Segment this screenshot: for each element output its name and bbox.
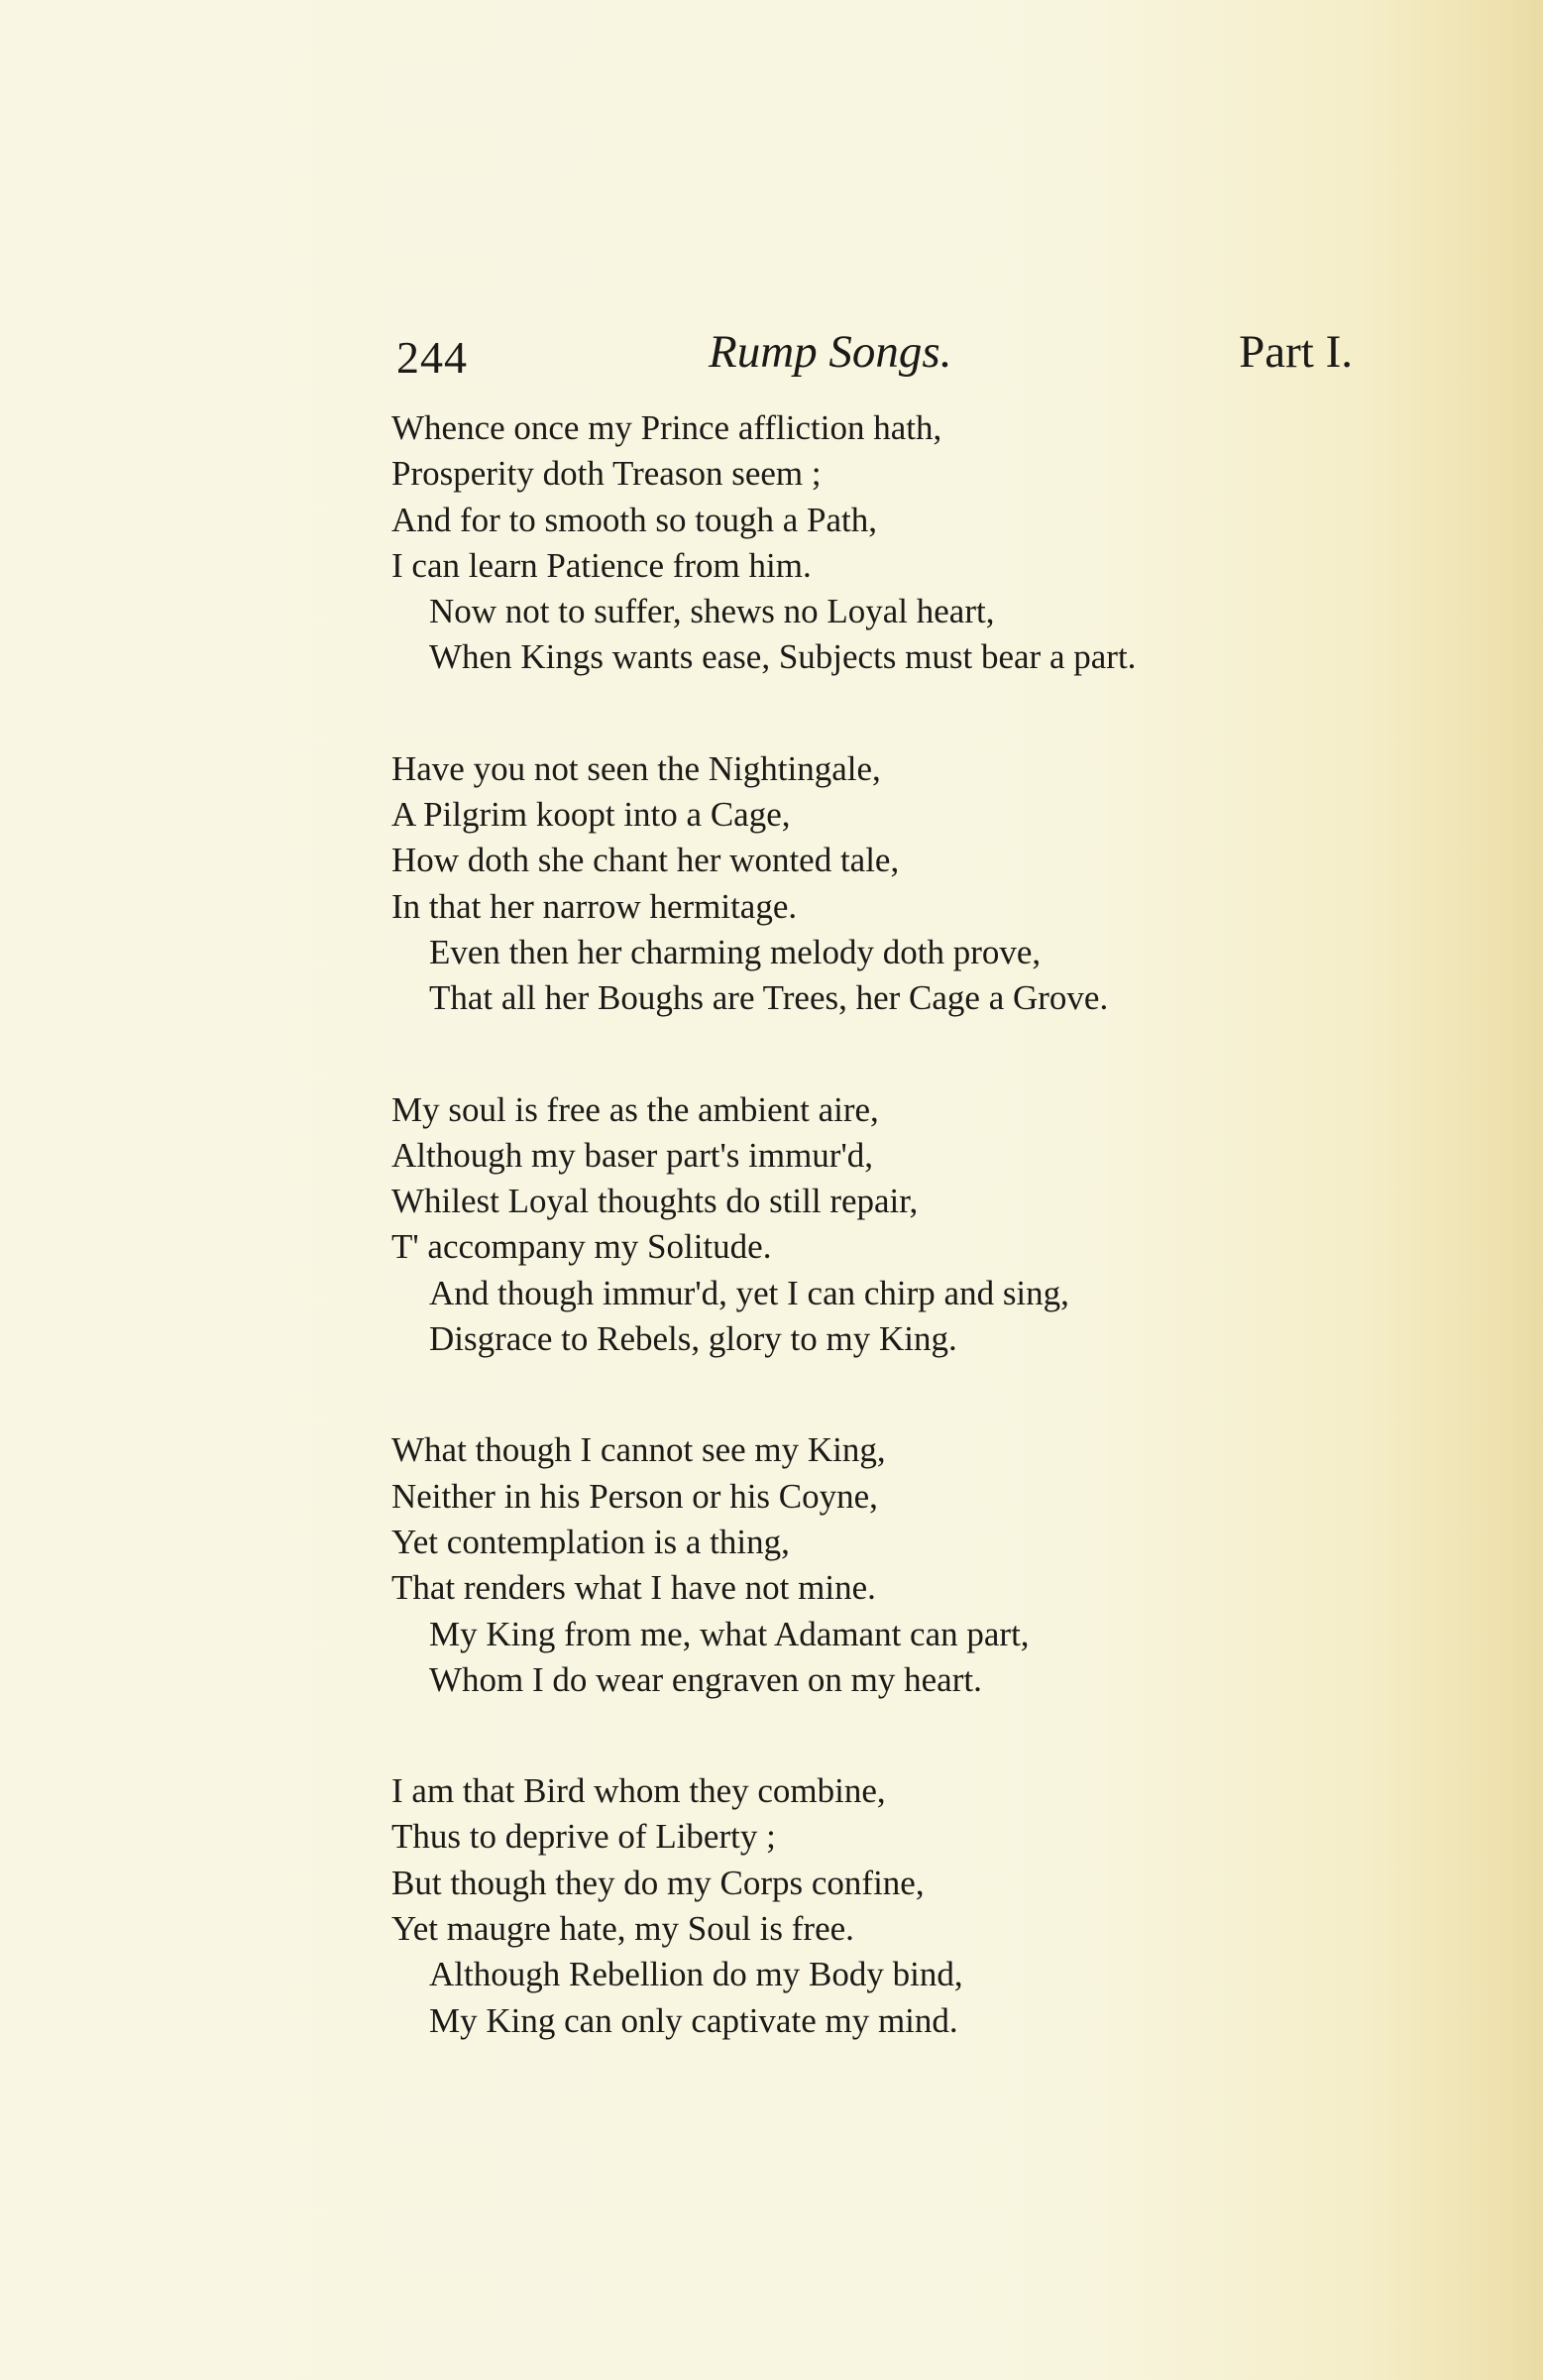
verse-line: Yet maugre hate, my Soul is free. <box>391 1909 854 1949</box>
verse-line: And though immur'd, yet I can chirp and sing, <box>429 1273 1069 1312</box>
verse-line: Even then her charming melody doth prove, <box>429 932 1042 971</box>
verse-line: Neither in his Person or his Coyne, <box>391 1476 878 1516</box>
verse-line: My King can only captivate my mind. <box>429 2000 958 2040</box>
stanza-4 <box>391 1427 1343 1703</box>
verse-line: What though I cannot see my King, <box>391 1430 886 1470</box>
verse-line: My soul is free as the ambient aire, <box>391 1089 879 1129</box>
verse-line: When Kings wants ease, Subjects must bear a part. <box>429 637 1137 677</box>
verse-line: How doth she chant her wonted tale, <box>391 841 900 880</box>
verse-line: I am that Bird whom they combine, <box>391 1771 886 1811</box>
verse-line: My King from me, what Adamant can part, <box>429 1614 1030 1653</box>
verse-line: That all her Boughs are Trees, her Cage a Grove. <box>429 978 1109 1018</box>
verse-line: In that her narrow hermitage. <box>391 886 798 926</box>
part-label: Part I. <box>1239 326 1353 378</box>
poem-body <box>391 405 1343 2109</box>
page-number: 244 <box>396 332 468 383</box>
verse-line: Now not to suffer, shews no Loyal heart, <box>429 592 995 631</box>
verse-line: A Pilgrim koopt into a Cage, <box>391 795 791 835</box>
verse-line: But though they do my Corps confine, <box>391 1863 925 1902</box>
verse-line: I can learn Patience from him. <box>391 545 812 585</box>
stanza-5 <box>391 1768 1343 2044</box>
verse-line: And for to smooth so tough a Path, <box>391 500 877 539</box>
stanza-3 <box>391 1087 1343 1363</box>
verse-line: T' accompany my Solitude. <box>391 1227 772 1267</box>
verse-line: Disgrace to Rebels, glory to my King. <box>429 1319 957 1359</box>
verse-line: Yet contemplation is a thing, <box>391 1522 790 1561</box>
stanza-2 <box>391 746 1343 1022</box>
verse-line: Whom I do wear engraven on my heart. <box>429 1659 982 1699</box>
verse-line: Although my baser part's immur'd, <box>391 1135 874 1175</box>
verse-line: That renders what I have not mine. <box>391 1568 876 1608</box>
verse-line: Whence once my Prince affliction hath, <box>391 408 942 447</box>
verse-line: Thus to deprive of Liberty ; <box>391 1817 776 1857</box>
book-title: Rump Songs. <box>709 326 952 378</box>
stanza-1 <box>391 405 1343 681</box>
verse-line: Although Rebellion do my Body bind, <box>429 1955 963 1994</box>
verse-line: Prosperity doth Treason seem ; <box>391 454 822 494</box>
verse-line: Whilest Loyal thoughts do still repair, <box>391 1182 919 1221</box>
verse-line: Have you not seen the Nightingale, <box>391 748 881 788</box>
running-head <box>396 322 1353 382</box>
